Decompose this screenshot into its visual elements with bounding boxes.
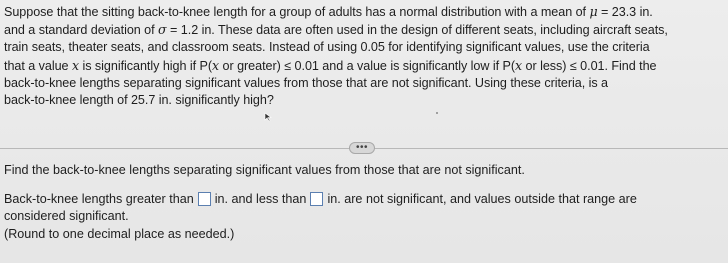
answer-sentence — [4, 191, 726, 209]
lower-bound-input[interactable] — [198, 192, 211, 206]
question-part — [4, 162, 726, 243]
problem-line-3 — [4, 39, 726, 56]
problem-text: back-to-knee length of 25.7 in. significantly high? — [4, 93, 274, 108]
stray-dot — [436, 112, 438, 114]
problem-text: train seats, theater seats, and classroom seats. Instead of using 0.05 for identifying significant values, use the criteria — [4, 40, 650, 55]
x-variable: x — [515, 57, 523, 73]
problem-text: and a standard deviation of — [4, 23, 159, 38]
answer-text-2: in. and less than — [214, 191, 307, 206]
sigma-symbol: σ — [158, 22, 167, 38]
answer-text-3: in. are not significant, and values outside that range are — [327, 191, 637, 206]
answer-continuation: considered significant. — [4, 209, 129, 223]
rounding-note: (Round to one decimal place as needed.) — [4, 226, 235, 241]
upper-bound-input[interactable] — [310, 192, 323, 206]
answer-text-1: Back-to-knee lengths greater than — [4, 191, 194, 206]
mu-symbol: μ — [589, 4, 598, 19]
problem-statement — [4, 3, 726, 109]
problem-text: that a value — [4, 58, 72, 73]
problem-line-6 — [4, 92, 726, 109]
problem-text: Suppose that the sitting back-to-knee length for a group of adults has a normal distribution with a mean of — [4, 5, 590, 19]
problem-text: or greater) ≤ 0.01 and a value is significantly low if P( — [219, 58, 516, 73]
problem-text: is significantly high if P( — [79, 58, 213, 73]
question-instruction: Find the back-to-knee lengths separating significant values from those that are not significant. — [4, 163, 525, 177]
problem-text: = 23.3 in. — [597, 5, 653, 19]
problem-text: or less) ≤ 0.01. Find the — [522, 58, 657, 73]
problem-text: = 1.2 in. These data are often used in the design of different seats, including aircraft seats, — [166, 23, 668, 38]
mouse-cursor-icon — [264, 112, 274, 122]
more-dots-icon: ••• — [355, 142, 368, 153]
problem-line-5 — [4, 75, 726, 92]
x-variable: x — [212, 57, 220, 73]
problem-line-4 — [4, 57, 726, 75]
x-variable: x — [71, 57, 80, 73]
problem-text: back-to-knee lengths separating significant values from those that are not significant. Using these criteria, is a — [4, 75, 609, 90]
problem-line-2 — [4, 21, 726, 39]
expand-more-button[interactable] — [349, 142, 375, 154]
problem-line-1 — [4, 3, 726, 21]
